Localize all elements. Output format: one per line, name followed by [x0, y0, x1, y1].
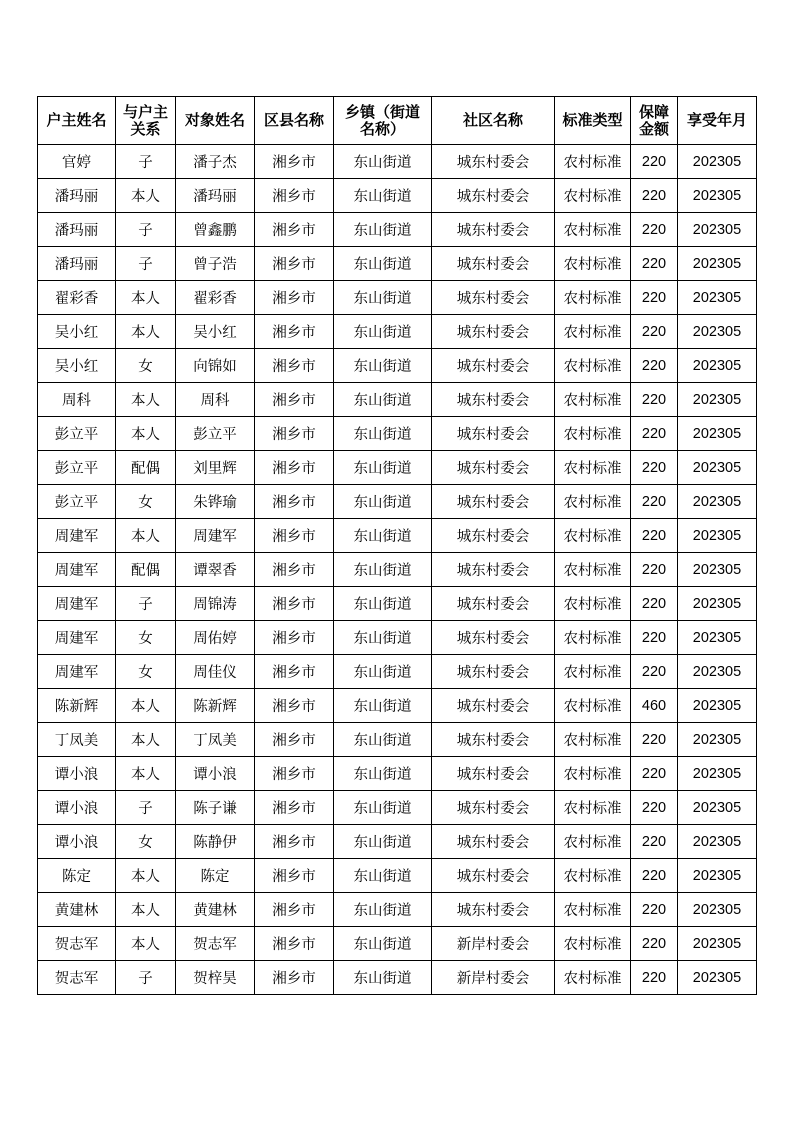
relation-cell: 本人: [116, 757, 176, 791]
recipient-cell: 黄建林: [176, 893, 255, 927]
col-header-amount: 保障 金额: [631, 97, 678, 145]
standard-type-cell: 农村标准: [555, 859, 631, 893]
township-cell: 东山街道: [334, 927, 432, 961]
table-body: [38, 145, 757, 995]
month-cell: 202305: [678, 791, 757, 825]
recipient-cell: 周佑婷: [176, 621, 255, 655]
amount-cell: 220: [631, 417, 678, 451]
amount-cell: 220: [631, 247, 678, 281]
county-cell: 湘乡市: [255, 621, 334, 655]
amount-cell: 220: [631, 655, 678, 689]
householder-cell: 丁凤美: [38, 723, 116, 757]
county-cell: 湘乡市: [255, 757, 334, 791]
amount-cell: 220: [631, 519, 678, 553]
month-cell: 202305: [678, 825, 757, 859]
relation-cell: 女: [116, 621, 176, 655]
standard-type-cell: 农村标准: [555, 519, 631, 553]
standard-type-cell: 农村标准: [555, 893, 631, 927]
amount-cell: 220: [631, 791, 678, 825]
householder-cell: 彭立平: [38, 451, 116, 485]
county-cell: 湘乡市: [255, 247, 334, 281]
community-cell: 城东村委会: [432, 519, 555, 553]
standard-type-cell: 农村标准: [555, 451, 631, 485]
county-cell: 湘乡市: [255, 961, 334, 995]
recipient-cell: 彭立平: [176, 417, 255, 451]
recipient-cell: 潘子杰: [176, 145, 255, 179]
amount-cell: 220: [631, 145, 678, 179]
assistance-table: [37, 96, 757, 995]
amount-cell: 220: [631, 893, 678, 927]
table-row: [38, 723, 757, 757]
month-cell: 202305: [678, 757, 757, 791]
relation-cell: 本人: [116, 723, 176, 757]
relation-cell: 子: [116, 145, 176, 179]
month-cell: 202305: [678, 553, 757, 587]
householder-cell: 翟彩香: [38, 281, 116, 315]
amount-cell: 220: [631, 587, 678, 621]
standard-type-cell: 农村标准: [555, 621, 631, 655]
county-cell: 湘乡市: [255, 451, 334, 485]
township-cell: 东山街道: [334, 757, 432, 791]
col-header-township: 乡镇（街道 名称）: [334, 97, 432, 145]
county-cell: 湘乡市: [255, 723, 334, 757]
month-cell: 202305: [678, 281, 757, 315]
recipient-cell: 向锦如: [176, 349, 255, 383]
standard-type-cell: 农村标准: [555, 961, 631, 995]
month-cell: 202305: [678, 213, 757, 247]
relation-cell: 本人: [116, 859, 176, 893]
recipient-cell: 周科: [176, 383, 255, 417]
standard-type-cell: 农村标准: [555, 485, 631, 519]
householder-cell: 周建军: [38, 553, 116, 587]
month-cell: 202305: [678, 145, 757, 179]
county-cell: 湘乡市: [255, 485, 334, 519]
table-row: [38, 553, 757, 587]
month-cell: 202305: [678, 451, 757, 485]
community-cell: 城东村委会: [432, 587, 555, 621]
recipient-cell: 周佳仪: [176, 655, 255, 689]
col-header-recipient: 对象姓名: [176, 97, 255, 145]
month-cell: 202305: [678, 893, 757, 927]
table-row: [38, 961, 757, 995]
community-cell: 城东村委会: [432, 315, 555, 349]
month-cell: 202305: [678, 179, 757, 213]
recipient-cell: 陈子谦: [176, 791, 255, 825]
amount-cell: 220: [631, 485, 678, 519]
relation-cell: 本人: [116, 383, 176, 417]
community-cell: 城东村委会: [432, 417, 555, 451]
householder-cell: 官婷: [38, 145, 116, 179]
table-row: [38, 689, 757, 723]
month-cell: 202305: [678, 383, 757, 417]
community-cell: 城东村委会: [432, 621, 555, 655]
standard-type-cell: 农村标准: [555, 315, 631, 349]
township-cell: 东山街道: [334, 519, 432, 553]
township-cell: 东山街道: [334, 893, 432, 927]
township-cell: 东山街道: [334, 791, 432, 825]
relation-cell: 子: [116, 213, 176, 247]
amount-cell: 220: [631, 349, 678, 383]
month-cell: 202305: [678, 655, 757, 689]
community-cell: 城东村委会: [432, 281, 555, 315]
community-cell: 城东村委会: [432, 757, 555, 791]
householder-cell: 吴小红: [38, 349, 116, 383]
relation-cell: 子: [116, 247, 176, 281]
householder-cell: 贺志军: [38, 927, 116, 961]
householder-cell: 谭小浪: [38, 757, 116, 791]
county-cell: 湘乡市: [255, 859, 334, 893]
standard-type-cell: 农村标准: [555, 179, 631, 213]
recipient-cell: 谭翠香: [176, 553, 255, 587]
township-cell: 东山街道: [334, 587, 432, 621]
householder-cell: 吴小红: [38, 315, 116, 349]
community-cell: 城东村委会: [432, 485, 555, 519]
amount-cell: 460: [631, 689, 678, 723]
recipient-cell: 翟彩香: [176, 281, 255, 315]
month-cell: 202305: [678, 723, 757, 757]
amount-cell: 220: [631, 825, 678, 859]
householder-cell: 潘玛丽: [38, 179, 116, 213]
county-cell: 湘乡市: [255, 519, 334, 553]
standard-type-cell: 农村标准: [555, 247, 631, 281]
month-cell: 202305: [678, 621, 757, 655]
householder-cell: 陈新辉: [38, 689, 116, 723]
community-cell: 城东村委会: [432, 349, 555, 383]
township-cell: 东山街道: [334, 451, 432, 485]
county-cell: 湘乡市: [255, 281, 334, 315]
relation-cell: 女: [116, 655, 176, 689]
table-row: [38, 451, 757, 485]
recipient-cell: 陈定: [176, 859, 255, 893]
householder-cell: 彭立平: [38, 417, 116, 451]
community-cell: 城东村委会: [432, 213, 555, 247]
relation-cell: 女: [116, 825, 176, 859]
township-cell: 东山街道: [334, 553, 432, 587]
month-cell: 202305: [678, 485, 757, 519]
community-cell: 城东村委会: [432, 893, 555, 927]
standard-type-cell: 农村标准: [555, 417, 631, 451]
county-cell: 湘乡市: [255, 417, 334, 451]
standard-type-cell: 农村标准: [555, 349, 631, 383]
county-cell: 湘乡市: [255, 791, 334, 825]
amount-cell: 220: [631, 281, 678, 315]
relation-cell: 本人: [116, 417, 176, 451]
recipient-cell: 谭小浪: [176, 757, 255, 791]
month-cell: 202305: [678, 961, 757, 995]
community-cell: 城东村委会: [432, 825, 555, 859]
relation-cell: 配偶: [116, 451, 176, 485]
county-cell: 湘乡市: [255, 213, 334, 247]
householder-cell: 陈定: [38, 859, 116, 893]
township-cell: 东山街道: [334, 179, 432, 213]
county-cell: 湘乡市: [255, 825, 334, 859]
community-cell: 城东村委会: [432, 247, 555, 281]
township-cell: 东山街道: [334, 485, 432, 519]
table-row: [38, 281, 757, 315]
table-row: [38, 621, 757, 655]
standard-type-cell: 农村标准: [555, 213, 631, 247]
relation-cell: 本人: [116, 927, 176, 961]
standard-type-cell: 农村标准: [555, 757, 631, 791]
recipient-cell: 朱铧瑜: [176, 485, 255, 519]
householder-cell: 周建军: [38, 587, 116, 621]
col-header-county: 区县名称: [255, 97, 334, 145]
county-cell: 湘乡市: [255, 179, 334, 213]
amount-cell: 220: [631, 961, 678, 995]
table-row: [38, 791, 757, 825]
col-header-standard-type: 标准类型: [555, 97, 631, 145]
month-cell: 202305: [678, 519, 757, 553]
month-cell: 202305: [678, 859, 757, 893]
standard-type-cell: 农村标准: [555, 927, 631, 961]
table-row: [38, 859, 757, 893]
township-cell: 东山街道: [334, 145, 432, 179]
householder-cell: 周科: [38, 383, 116, 417]
amount-cell: 220: [631, 213, 678, 247]
township-cell: 东山街道: [334, 383, 432, 417]
table-row: [38, 519, 757, 553]
standard-type-cell: 农村标准: [555, 145, 631, 179]
community-cell: 城东村委会: [432, 689, 555, 723]
county-cell: 湘乡市: [255, 349, 334, 383]
householder-cell: 周建军: [38, 621, 116, 655]
county-cell: 湘乡市: [255, 689, 334, 723]
table-row: [38, 655, 757, 689]
recipient-cell: 潘玛丽: [176, 179, 255, 213]
table-row: [38, 587, 757, 621]
standard-type-cell: 农村标准: [555, 723, 631, 757]
table-row: [38, 349, 757, 383]
recipient-cell: 周建军: [176, 519, 255, 553]
table-row: [38, 417, 757, 451]
table-row: [38, 213, 757, 247]
col-header-community: 社区名称: [432, 97, 555, 145]
community-cell: 城东村委会: [432, 655, 555, 689]
township-cell: 东山街道: [334, 859, 432, 893]
col-header-relation: 与户主 关系: [116, 97, 176, 145]
community-cell: 城东村委会: [432, 145, 555, 179]
recipient-cell: 刘里辉: [176, 451, 255, 485]
householder-cell: 彭立平: [38, 485, 116, 519]
month-cell: 202305: [678, 247, 757, 281]
recipient-cell: 周锦涛: [176, 587, 255, 621]
township-cell: 东山街道: [334, 349, 432, 383]
relation-cell: 子: [116, 587, 176, 621]
standard-type-cell: 农村标准: [555, 281, 631, 315]
community-cell: 城东村委会: [432, 723, 555, 757]
table-row: [38, 927, 757, 961]
relation-cell: 本人: [116, 519, 176, 553]
community-cell: 城东村委会: [432, 179, 555, 213]
householder-cell: 周建军: [38, 519, 116, 553]
amount-cell: 220: [631, 451, 678, 485]
standard-type-cell: 农村标准: [555, 689, 631, 723]
community-cell: 城东村委会: [432, 451, 555, 485]
amount-cell: 220: [631, 859, 678, 893]
table-row: [38, 179, 757, 213]
month-cell: 202305: [678, 689, 757, 723]
community-cell: 城东村委会: [432, 553, 555, 587]
month-cell: 202305: [678, 587, 757, 621]
amount-cell: 220: [631, 757, 678, 791]
township-cell: 东山街道: [334, 689, 432, 723]
relation-cell: 本人: [116, 893, 176, 927]
col-header-month: 享受年月: [678, 97, 757, 145]
county-cell: 湘乡市: [255, 587, 334, 621]
table-row: [38, 485, 757, 519]
amount-cell: 220: [631, 621, 678, 655]
table-row: [38, 893, 757, 927]
township-cell: 东山街道: [334, 621, 432, 655]
recipient-cell: 吴小红: [176, 315, 255, 349]
relation-cell: 本人: [116, 315, 176, 349]
relation-cell: 本人: [116, 689, 176, 723]
county-cell: 湘乡市: [255, 315, 334, 349]
householder-cell: 潘玛丽: [38, 213, 116, 247]
header-row: [38, 97, 757, 145]
relation-cell: 配偶: [116, 553, 176, 587]
table-row: [38, 247, 757, 281]
recipient-cell: 陈新辉: [176, 689, 255, 723]
amount-cell: 220: [631, 383, 678, 417]
amount-cell: 220: [631, 723, 678, 757]
recipient-cell: 陈静伊: [176, 825, 255, 859]
table-row: [38, 315, 757, 349]
township-cell: 东山街道: [334, 825, 432, 859]
recipient-cell: 贺志军: [176, 927, 255, 961]
table-row: [38, 383, 757, 417]
amount-cell: 220: [631, 927, 678, 961]
township-cell: 东山街道: [334, 247, 432, 281]
householder-cell: 谭小浪: [38, 791, 116, 825]
county-cell: 湘乡市: [255, 655, 334, 689]
standard-type-cell: 农村标准: [555, 553, 631, 587]
county-cell: 湘乡市: [255, 927, 334, 961]
table-row: [38, 825, 757, 859]
month-cell: 202305: [678, 349, 757, 383]
township-cell: 东山街道: [334, 417, 432, 451]
relation-cell: 本人: [116, 179, 176, 213]
month-cell: 202305: [678, 417, 757, 451]
recipient-cell: 丁凤美: [176, 723, 255, 757]
county-cell: 湘乡市: [255, 893, 334, 927]
township-cell: 东山街道: [334, 213, 432, 247]
householder-cell: 潘玛丽: [38, 247, 116, 281]
township-cell: 东山街道: [334, 655, 432, 689]
table-row: [38, 145, 757, 179]
relation-cell: 女: [116, 349, 176, 383]
standard-type-cell: 农村标准: [555, 587, 631, 621]
community-cell: 城东村委会: [432, 383, 555, 417]
standard-type-cell: 农村标准: [555, 383, 631, 417]
township-cell: 东山街道: [334, 961, 432, 995]
community-cell: 城东村委会: [432, 859, 555, 893]
county-cell: 湘乡市: [255, 145, 334, 179]
relation-cell: 女: [116, 485, 176, 519]
month-cell: 202305: [678, 927, 757, 961]
county-cell: 湘乡市: [255, 383, 334, 417]
relation-cell: 子: [116, 791, 176, 825]
householder-cell: 谭小浪: [38, 825, 116, 859]
householder-cell: 贺志军: [38, 961, 116, 995]
col-header-householder: 户主姓名: [38, 97, 116, 145]
standard-type-cell: 农村标准: [555, 791, 631, 825]
township-cell: 东山街道: [334, 281, 432, 315]
householder-cell: 周建军: [38, 655, 116, 689]
recipient-cell: 贺梓昊: [176, 961, 255, 995]
recipient-cell: 曾鑫鹏: [176, 213, 255, 247]
township-cell: 东山街道: [334, 723, 432, 757]
table-row: [38, 757, 757, 791]
community-cell: 城东村委会: [432, 791, 555, 825]
amount-cell: 220: [631, 315, 678, 349]
relation-cell: 子: [116, 961, 176, 995]
recipient-cell: 曾子浩: [176, 247, 255, 281]
amount-cell: 220: [631, 179, 678, 213]
township-cell: 东山街道: [334, 315, 432, 349]
county-cell: 湘乡市: [255, 553, 334, 587]
relation-cell: 本人: [116, 281, 176, 315]
householder-cell: 黄建林: [38, 893, 116, 927]
community-cell: 新岸村委会: [432, 961, 555, 995]
month-cell: 202305: [678, 315, 757, 349]
standard-type-cell: 农村标准: [555, 655, 631, 689]
amount-cell: 220: [631, 553, 678, 587]
community-cell: 新岸村委会: [432, 927, 555, 961]
standard-type-cell: 农村标准: [555, 825, 631, 859]
